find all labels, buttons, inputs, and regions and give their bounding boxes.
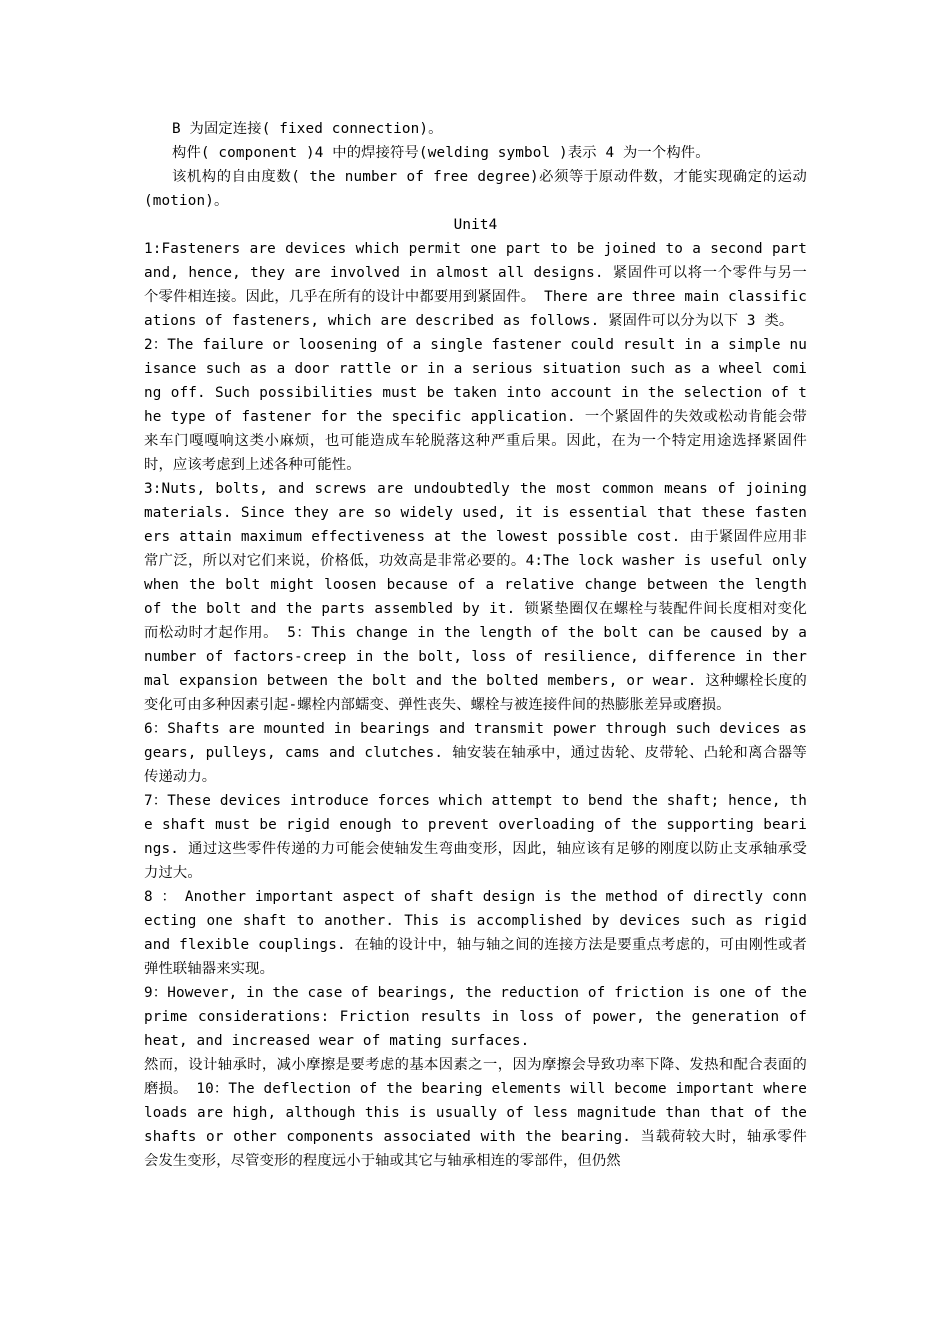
document-page <box>144 117 807 1173</box>
paragraph-10: 然而，设计轴承时，减小摩擦是要考虑的基本因素之一，因为摩擦会导致功率下降、发热和配合表面的磨损。 10：The deflection of the bearing elements will become important where loads are high, although this is usually of less magnitude than that of the shafts or other components associated with the bearing. 当载荷较大时，轴承零件会发生变形，尽管变形的程度远小于轴或其它与轴承相连的零部件，但仍然 <box>144 1057 807 1169</box>
paragraph-2: 2：The failure or loosening of a single fastener could result in a simple nuisance such as a door rattle or in a serious situation such as a wheel coming off. Such possibilities must be taken into account in the selection of the type of fastener for the specific application. 一个紧固件的失效或松动肯能会带来车门嘎嘎响这类小麻烦，也可能造成车轮脱落这种严重后果。因此，在为一个特定用途选择紧固件时，应该考虑到上述各种可能性。 <box>144 337 807 473</box>
paragraph-3: 3:Nuts, bolts, and screws are undoubtedly the most common means of joining materials. Since they are so widely used, it is essential that these fasteners attain maximum effectiveness at the lowest possible cost. 由于紧固件应用非常广泛，所以对它们来说，价格低，功效高是非常必要的。4:The lock washer is useful only when the bolt might loosen because of a relative change between the length of the bolt and the parts assembled by it. 锁紧垫圈仅在螺栓与装配件间长度相对变化而松动时才起作用。 5：This change in the length of the bolt can be caused by a number of factors-creep in the bolt, loss of resilience, difference in thermal expansion between the bolt and the bolted members, or wear. 这种螺栓长度的变化可由多种因素引起-螺栓内部蠕变、弹性丧失、螺栓与被连接件间的热膨胀差异或磨损。 <box>144 481 807 713</box>
paragraph-1: 1:Fasteners are devices which permit one part to be joined to a second part and, hence, they are involved in almost all designs. 紧固件可以将一个零件与另一个零件相连接。因此，几乎在所有的设计中都要用到紧固件。 There are three main classifications of fasteners, which are described as follows. 紧固件可以分为以下 3 类。 <box>144 241 807 329</box>
paragraph-8: 8 ： Another important aspect of shaft design is the method of directly connecting one shaft to another. This is accomplished by devices such as rigid and flexible couplings. 在轴的设计中，轴与轴之间的连接方法是要重点考虑的，可由刚性或者弹性联轴器来实现。 <box>144 889 807 977</box>
intro-line-3: 该机构的自由度数( the number of free degree)必须等于原动件数，才能实现确定的运动(motion)。 <box>144 169 807 209</box>
paragraph-6: 6：Shafts are mounted in bearings and transmit power through such devices as gears, pulleys, cams and clutches. 轴安装在轴承中，通过齿轮、皮带轮、凸轮和离合器等传递动力。 <box>144 721 807 785</box>
unit-title: Unit4 <box>453 217 498 233</box>
intro-line-1: B 为固定连接( fixed connection)。 <box>172 121 443 137</box>
paragraph-9: 9：However, in the case of bearings, the reduction of friction is one of the prime considerations: Friction results in loss of power, the generation of heat, and increased wear of mating surfaces. <box>144 985 807 1049</box>
paragraph-7: 7：These devices introduce forces which attempt to bend the shaft; hence, the shaft must be rigid enough to prevent overloading of the supporting bearings. 通过这些零件传递的力可能会使轴发生弯曲变形，因此，轴应该有足够的刚度以防止支承轴承受力过大。 <box>144 793 807 881</box>
intro-line-2: 构件( component )4 中的焊接符号(welding symbol )表示 4 为一个构件。 <box>172 145 710 161</box>
